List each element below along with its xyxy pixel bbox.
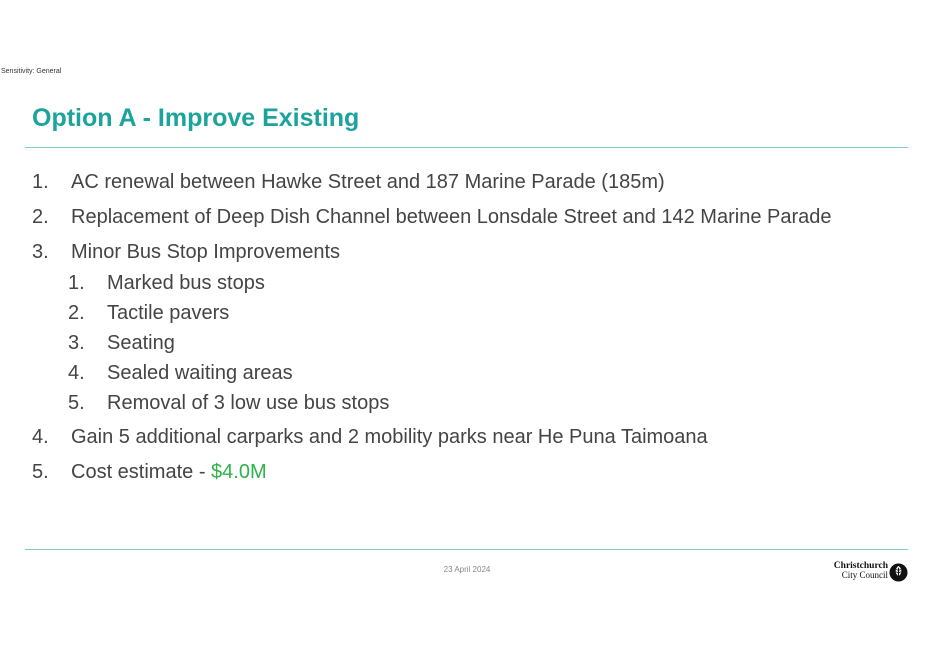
sub-list-item (32, 389, 912, 423)
sub-list-item-text: Marked bus stops (107, 272, 265, 294)
sub-list-item (32, 329, 912, 359)
slide-title: Option A - Improve Existing (32, 104, 360, 132)
slide-content (32, 168, 912, 493)
list-item-text: AC renewal between Hawke Street and 187 Marine Parade (185m) (71, 171, 665, 193)
list-item-text (71, 458, 267, 486)
list-item (32, 168, 912, 203)
list-item-text: Minor Bus Stop Improvements (71, 241, 340, 263)
sub-list-item (32, 299, 912, 329)
title-divider (25, 147, 908, 148)
sub-list-item-text: Seating (107, 332, 175, 354)
logo-line-1: Christchurch (833, 561, 888, 571)
sub-list-item-number: 3. (68, 332, 85, 354)
cost-label: Cost estimate - (71, 461, 212, 483)
sub-list-item-text: Sealed waiting areas (107, 362, 293, 384)
logo-line-2: City Council (841, 570, 888, 580)
sub-list-item-number: 2. (68, 302, 85, 324)
list-item (32, 458, 912, 493)
sensitivity-label: Sensitivity: General (1, 68, 62, 75)
cost-value: $4.0M (211, 461, 267, 483)
list-item-number: 2. (32, 206, 49, 228)
list-item-number: 5. (32, 461, 49, 483)
sub-list-item-text: Tactile pavers (107, 302, 230, 324)
sub-list-item-text: Removal of 3 low use bus stops (107, 392, 390, 414)
list-item-text: Gain 5 additional carparks and 2 mobility parks near He Puna Taimoana (71, 426, 708, 448)
list-item-number: 1. (32, 171, 49, 193)
list-item (32, 423, 912, 458)
council-logo (826, 562, 910, 584)
sub-list-item-number: 5. (68, 392, 85, 414)
list-item-number: 3. (32, 241, 49, 263)
logo-text (826, 562, 888, 580)
sub-list-item (32, 269, 912, 299)
list-item-text: Replacement of Deep Dish Channel between Lonsdale Street and 142 Marine Parade (71, 206, 832, 228)
list-item (32, 203, 912, 238)
fern-leaf-icon (889, 563, 908, 582)
footer-date: 23 April 2024 (443, 565, 491, 574)
sub-list-item-number: 1. (68, 272, 85, 294)
list-item-number: 4. (32, 426, 49, 448)
sub-list-item-number: 4. (68, 362, 85, 384)
list-item (32, 238, 912, 269)
sub-list-item (32, 359, 912, 389)
footer-divider (25, 549, 908, 550)
